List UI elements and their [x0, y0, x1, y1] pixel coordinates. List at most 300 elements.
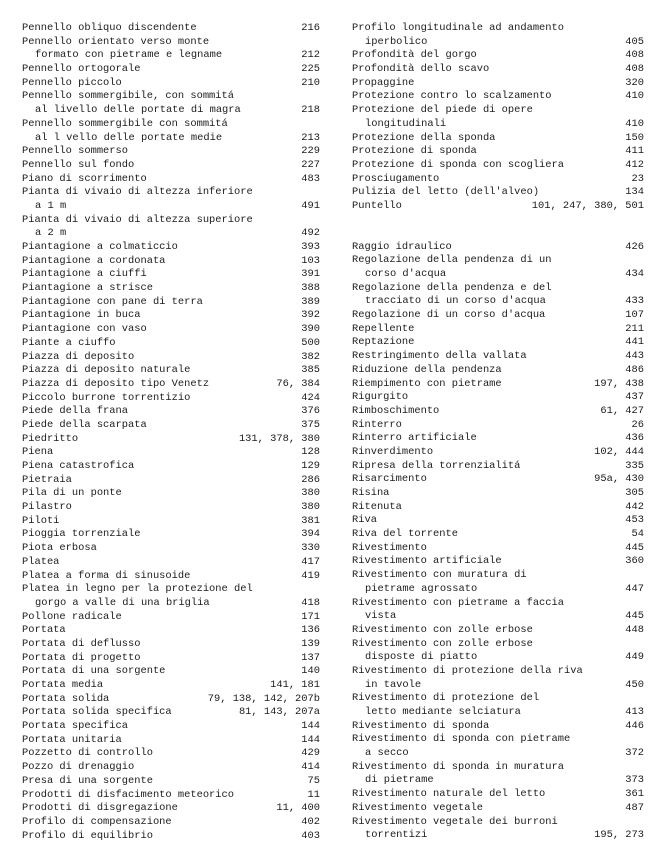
- index-page-ref: 393: [301, 241, 320, 253]
- index-entry: [352, 405, 644, 419]
- index-term: Piccolo burrone torrentizio: [22, 391, 191, 404]
- index-page-ref: 101, 247, 380, 501: [531, 199, 644, 212]
- index-term: a 2 m: [35, 227, 67, 240]
- index-term: Rivestimento con pietrame a faccia: [352, 596, 565, 609]
- index-term: Riempimento con pietrame: [352, 377, 502, 390]
- index-entry: [22, 761, 320, 775]
- index-page-ref: 408: [625, 63, 644, 76]
- index-entry: [352, 597, 644, 611]
- index-term: Portata di una sorgente: [22, 665, 166, 678]
- index-page-ref: 144: [301, 733, 320, 746]
- index-page-ref: 137: [301, 651, 320, 664]
- index-page-ref: 441: [625, 336, 644, 349]
- index-page-ref: 413: [625, 706, 644, 718]
- index-term: Piazza di deposito: [22, 350, 135, 363]
- index-term: Puntello: [352, 199, 402, 212]
- index-entry: [22, 734, 320, 748]
- index-page-ref: 129: [301, 460, 320, 472]
- index-page-ref: 227: [301, 158, 320, 171]
- index-term: Piede della frana: [22, 405, 129, 418]
- index-entry: [22, 22, 320, 36]
- index-entry: [22, 173, 320, 187]
- index-entry: [22, 570, 320, 584]
- index-page-ref: 305: [625, 487, 644, 499]
- index-entry: [22, 351, 320, 365]
- index-term: Piantagione a colmaticcio: [22, 241, 178, 253]
- index-entry: [22, 296, 320, 310]
- index-entry: [352, 788, 644, 802]
- index-page-ref: 449: [625, 651, 644, 664]
- index-entry: [352, 774, 644, 788]
- index-entry: [22, 474, 320, 488]
- index-term: Protezione di sponda: [352, 145, 477, 158]
- index-entry: [22, 720, 320, 734]
- index-term: Piazza di deposito naturale: [22, 364, 191, 377]
- index-term: a 1 m: [35, 199, 67, 212]
- index-term: Profondità del gorgo: [352, 49, 477, 62]
- index-page-ref: 54: [631, 528, 644, 541]
- index-page-ref: 380: [301, 487, 320, 500]
- index-term: Protezione della sponda: [352, 131, 496, 144]
- index-entry: [22, 542, 320, 556]
- index-term: Propaggine: [352, 76, 415, 89]
- index-page-ref: 392: [301, 309, 320, 322]
- index-entry: [22, 487, 320, 501]
- index-page-ref: 426: [625, 240, 644, 253]
- index-page-ref: 380: [301, 501, 320, 514]
- index-page-ref: 139: [301, 637, 320, 650]
- index-term: Pianta di vivaio di altezza superiore: [22, 213, 253, 226]
- index-entry: [22, 747, 320, 761]
- index-page-ref: 436: [625, 432, 644, 445]
- index-entry: [22, 652, 320, 666]
- index-page-ref: 418: [301, 596, 320, 609]
- index-entry: [352, 747, 644, 761]
- index-page-ref: 414: [301, 761, 320, 774]
- index-entry: [352, 514, 644, 528]
- index-term: Portata solida: [22, 692, 110, 705]
- index-term: Rivestimento di sponda: [352, 719, 490, 732]
- index-page-ref: 225: [301, 63, 320, 76]
- index-term: Platea a forma di sinusoide: [22, 569, 191, 582]
- index-term: Pietraia: [22, 473, 72, 486]
- index-term: vista: [365, 610, 397, 623]
- index-page-ref: 450: [625, 678, 644, 691]
- index-term: Rivestimento con zolle erbose: [352, 623, 533, 636]
- index-entry: [22, 159, 320, 173]
- index-term: Regolazione di un corso d'acqua: [352, 309, 546, 322]
- index-entry: [22, 90, 320, 104]
- index-term: Piante a ciuffo: [22, 336, 116, 349]
- index-page-ref: 445: [625, 610, 644, 623]
- index-entry: [352, 49, 644, 63]
- index-entry: [352, 378, 644, 392]
- index-entry: [352, 364, 644, 378]
- index-entry: [22, 665, 320, 679]
- index-term: Platea: [22, 555, 60, 568]
- index-page-ref: 453: [625, 514, 644, 527]
- index-term: Protezione di sponda con scogliera: [352, 158, 565, 171]
- index-page-ref: 500: [301, 336, 320, 349]
- index-entry: [22, 282, 320, 296]
- index-term: Pila di un ponte: [22, 487, 122, 500]
- index-term: Rivestimento artificiale: [352, 555, 502, 568]
- index-term: Regolazione della pendenza di un: [352, 254, 552, 267]
- index-page-ref: 446: [625, 719, 644, 732]
- index-entry: [352, 679, 644, 693]
- index-entry: [352, 186, 644, 200]
- index-entry: [22, 392, 320, 406]
- section-gap: [352, 214, 644, 241]
- index-entry: [22, 268, 320, 282]
- index-page-ref: 382: [301, 350, 320, 363]
- index-term: Profilo di compensazione: [22, 815, 172, 828]
- index-page-ref: 79, 138, 142, 207b: [207, 692, 320, 705]
- index-entry: [352, 350, 644, 364]
- index-term: Regolazione della pendenza e del: [352, 281, 552, 294]
- index-term: Pennello piccolo: [22, 76, 122, 89]
- index-page-ref: 491: [301, 199, 320, 212]
- index-entry: [22, 104, 320, 118]
- index-term: Piedritto: [22, 432, 79, 445]
- index-term: Piantagione con pane di terra: [22, 295, 203, 308]
- index-term: Pioggia torrenziale: [22, 528, 141, 541]
- index-term: a secco: [365, 747, 409, 760]
- index-entry: [352, 173, 644, 187]
- index-page-ref: 373: [625, 774, 644, 787]
- index-entry: [22, 255, 320, 269]
- index-page-ref: 61, 427: [600, 404, 644, 417]
- index-entry: [352, 802, 644, 816]
- index-entry: [352, 309, 644, 323]
- index-term: Profilo longitudinale ad andamento: [352, 22, 565, 34]
- index-page-ref: 419: [301, 569, 320, 582]
- index-term: Piazza di deposito tipo Venetz: [22, 377, 210, 390]
- index-term: Prosciugamento: [352, 172, 440, 185]
- index-term: Portata media: [22, 679, 104, 691]
- index-entry: [22, 419, 320, 433]
- index-entry: [352, 706, 644, 720]
- index-entry: [22, 501, 320, 515]
- index-page-ref: 403: [301, 829, 320, 842]
- index-page-ref: 218: [301, 104, 320, 117]
- index-term: Rivestimento con zolle erbose: [352, 637, 533, 650]
- index-term: Pennello sommergibile con sommitá: [22, 117, 228, 130]
- index-page-ref: 216: [301, 22, 320, 34]
- index-entry: [352, 323, 644, 337]
- index-term: Rinterro artificiale: [352, 432, 477, 445]
- index-entry: [352, 22, 644, 36]
- index-term: Piena: [22, 446, 54, 459]
- index-entry: [352, 692, 644, 706]
- index-page-ref: 433: [625, 295, 644, 308]
- index-page-ref: 361: [625, 788, 644, 801]
- index-section-p: [352, 22, 644, 214]
- index-term: Ripresa della torrenzialitá: [352, 459, 521, 472]
- index-page-ref: 424: [301, 391, 320, 404]
- index-entry: [352, 610, 644, 624]
- index-entry: [352, 542, 644, 556]
- index-term: in tavole: [365, 678, 422, 691]
- index-entry: [352, 638, 644, 652]
- index-entry: [352, 104, 644, 118]
- index-term: tracciato di un corso d'acqua: [365, 295, 546, 308]
- index-page-ref: 197, 438: [594, 377, 644, 390]
- index-page-ref: 442: [625, 500, 644, 513]
- index-page-ref: 286: [301, 473, 320, 486]
- index-term: Piota erbosa: [22, 542, 97, 555]
- index-term: longitudinali: [365, 117, 447, 130]
- index-term: Riva: [352, 514, 377, 527]
- index-term: di pietrame: [365, 774, 434, 787]
- index-term: Rivestimento vegetale: [352, 801, 483, 814]
- index-entry: [352, 829, 644, 843]
- index-page-ref: 76, 384: [276, 377, 320, 390]
- index-term: Rivestimento vegetale dei burroni: [352, 815, 558, 828]
- index-page-ref: 417: [301, 555, 320, 568]
- index-term: Portata: [22, 624, 66, 637]
- index-entry: [22, 556, 320, 570]
- index-term: torrentizi: [365, 829, 428, 842]
- index-page-ref: 11, 400: [276, 802, 320, 815]
- index-entry: [22, 337, 320, 351]
- index-entry: [352, 145, 644, 159]
- index-term: Portata di progetto: [22, 651, 141, 664]
- index-page-ref: 394: [301, 528, 320, 541]
- index-entry: [22, 624, 320, 638]
- index-term: Presa di una sorgente: [22, 774, 153, 787]
- index-page-ref: 434: [625, 268, 644, 280]
- index-entry: [22, 364, 320, 378]
- index-entry: [352, 77, 644, 91]
- index-term: Pennello ortogorale: [22, 63, 141, 76]
- index-term: Pennello sommerso: [22, 145, 129, 158]
- index-term: Piano di scorrimento: [22, 172, 147, 185]
- index-entry: [22, 706, 320, 720]
- index-entry: [22, 323, 320, 337]
- index-entry: [352, 761, 644, 775]
- index-page-ref: 212: [301, 49, 320, 62]
- index-entry: [352, 528, 644, 542]
- index-page-ref: 136: [301, 624, 320, 637]
- index-term: corso d'acqua: [365, 268, 447, 280]
- index-entry: [22, 36, 320, 50]
- index-entry: [22, 446, 320, 460]
- index-term: Pennello orientato verso monte: [22, 35, 210, 48]
- index-entry: [22, 830, 320, 844]
- index-entry: [352, 241, 644, 255]
- index-page-ref: 443: [625, 350, 644, 363]
- index-entry: [352, 460, 644, 474]
- index-term: Rigurgito: [352, 391, 409, 404]
- index-page-ref: 405: [625, 35, 644, 48]
- index-entry: [22, 460, 320, 474]
- index-page-ref: 391: [301, 268, 320, 281]
- index-entry: [22, 118, 320, 132]
- index-term: Rimboschimento: [352, 404, 440, 417]
- index-term: Pennello obliquo discendente: [22, 22, 197, 34]
- index-entry: [352, 555, 644, 569]
- index-term: Pilastro: [22, 501, 72, 514]
- index-entry: [22, 200, 320, 214]
- index-term: Rivestimento: [352, 541, 427, 554]
- index-term: Piantagione a cordonata: [22, 254, 166, 267]
- index-entry: [22, 186, 320, 200]
- index-term: Rinverdimento: [352, 445, 434, 458]
- index-entry: [352, 720, 644, 734]
- index-entry: [352, 583, 644, 597]
- index-term: Piantagione a ciuffi: [22, 268, 147, 281]
- index-page-ref: 429: [301, 747, 320, 760]
- index-page-ref: 408: [625, 49, 644, 62]
- index-column-left: [22, 22, 320, 843]
- index-entry: [22, 214, 320, 228]
- index-entry: [352, 118, 644, 132]
- index-term: Rivestimento di protezione del: [352, 692, 540, 705]
- index-page-ref: 437: [625, 391, 644, 404]
- index-page-ref: 360: [625, 555, 644, 568]
- index-term: Platea in legno per la protezione del: [22, 583, 253, 596]
- index-page-ref: 330: [301, 542, 320, 555]
- index-term: Piloti: [22, 514, 60, 527]
- index-entry: [352, 159, 644, 173]
- index-entry: [22, 638, 320, 652]
- index-term: Piantagione con vaso: [22, 323, 147, 336]
- index-entry: [352, 651, 644, 665]
- index-column-right: [352, 22, 644, 843]
- index-page-ref: 211: [625, 322, 644, 335]
- index-term: Rivestimento naturale del letto: [352, 788, 546, 801]
- index-term: Portata unitaria: [22, 733, 122, 746]
- index-entry: [352, 473, 644, 487]
- index-page-ref: 23: [631, 172, 644, 185]
- index-page-ref: 492: [301, 227, 320, 240]
- index-term: Pulizia del letto (dell'alveo): [352, 186, 540, 199]
- index-page-ref: 95a, 430: [594, 473, 644, 486]
- index-term: Rivestimento di sponda in muratura: [352, 760, 565, 773]
- index-term: Profilo di equilibrio: [22, 829, 153, 842]
- index-page-ref: 372: [625, 747, 644, 760]
- index-term: Prodotti di disgregazione: [22, 802, 178, 815]
- index-term: Rinterro: [352, 418, 402, 431]
- index-entry: [352, 36, 644, 50]
- index-page-ref: 81, 143, 207a: [238, 706, 320, 719]
- index-page-ref: 445: [625, 541, 644, 554]
- index-entry: [352, 733, 644, 747]
- index-term: pietrame agrossato: [365, 582, 478, 595]
- index-term: Rivestimento con muratura di: [352, 569, 527, 582]
- index-term: Pozzetto di controllo: [22, 747, 153, 760]
- index-term: Piantagione in buca: [22, 309, 141, 322]
- index-page-ref: 107: [625, 309, 644, 322]
- index-page-ref: 128: [301, 446, 320, 459]
- index-term: Risina: [352, 487, 390, 499]
- index-term: Pennello sommergibile, con sommitá: [22, 90, 235, 103]
- index-page-ref: 213: [301, 131, 320, 144]
- index-entry: [352, 268, 644, 282]
- index-term: Pozzo di drenaggio: [22, 761, 135, 774]
- index-page-ref: 412: [625, 158, 644, 171]
- index-term: Portata solida specifica: [22, 706, 172, 719]
- index-page-ref: 388: [301, 282, 320, 295]
- index-term: Riduzione della pendenza: [352, 363, 502, 376]
- index-entry: [22, 49, 320, 63]
- index-term: gorgo a valle di una briglia: [35, 596, 210, 609]
- index-page-ref: 171: [301, 610, 320, 623]
- index-page-ref: 102, 444: [594, 445, 644, 458]
- index-entry: [22, 679, 320, 693]
- index-entry: [352, 254, 644, 268]
- index-entry: [352, 295, 644, 309]
- index-page-ref: 389: [301, 295, 320, 308]
- index-page-ref: 134: [625, 186, 644, 199]
- index-term: Prodotti di disfacimento meteorico: [22, 788, 235, 801]
- index-entry: [352, 63, 644, 77]
- index-term: Risarcimento: [352, 473, 427, 486]
- index-page-ref: 385: [301, 364, 320, 377]
- index-entry: [352, 624, 644, 638]
- index-term: disposte di piatto: [365, 651, 478, 664]
- index-page-ref: 140: [301, 665, 320, 678]
- index-term: Rivestimento di protezione della riva: [352, 664, 583, 677]
- index-page-ref: 376: [301, 405, 320, 418]
- index-entry: [22, 789, 320, 803]
- index-entry: [22, 405, 320, 419]
- index-entry: [22, 528, 320, 542]
- index-entry: [352, 487, 644, 501]
- index-term: Portata di deflusso: [22, 637, 141, 650]
- index-term: letto mediante selciatura: [365, 706, 521, 718]
- index-term: Piantagione a strisce: [22, 282, 153, 295]
- index-entry: [22, 597, 320, 611]
- index-page-ref: 195, 273: [594, 829, 644, 842]
- index-entry: [22, 63, 320, 77]
- index-entry: [352, 501, 644, 515]
- index-page-ref: 131, 378, 380: [238, 432, 320, 445]
- index-term: iperbolico: [365, 35, 428, 48]
- index-page-ref: 320: [625, 76, 644, 89]
- index-term: Pennello sul fondo: [22, 158, 135, 171]
- index-entry: [352, 569, 644, 583]
- index-term: formato con pietrame e legname: [35, 49, 223, 62]
- index-page-ref: 402: [301, 815, 320, 828]
- index-term: Repellente: [352, 322, 415, 335]
- index-page-ref: 487: [625, 801, 644, 814]
- index-page-ref: 150: [625, 131, 644, 144]
- index-page-ref: 26: [631, 418, 644, 431]
- index-entry: [22, 611, 320, 625]
- index-page-ref: 335: [625, 459, 644, 472]
- index-page-ref: 144: [301, 720, 320, 733]
- index-entry: [22, 802, 320, 816]
- index-term: Pollone radicale: [22, 610, 122, 623]
- index-page-ref: 75: [307, 774, 320, 787]
- index-entry: [22, 515, 320, 529]
- index-term: Ritenuta: [352, 500, 402, 513]
- index-entry: [352, 432, 644, 446]
- index-entry: [352, 200, 644, 214]
- index-entry: [22, 77, 320, 91]
- index-page-ref: 486: [625, 363, 644, 376]
- index-term: Reptazione: [352, 336, 415, 349]
- index-term: Protezione del piede di opere: [352, 104, 533, 117]
- index-term: Restringimento della vallata: [352, 350, 527, 363]
- index-term: Piena catastrofica: [22, 460, 135, 472]
- index-term: al livello delle portate di magra: [35, 104, 241, 117]
- index-entry: [22, 227, 320, 241]
- index-entry: [22, 378, 320, 392]
- index-entry: [352, 816, 644, 830]
